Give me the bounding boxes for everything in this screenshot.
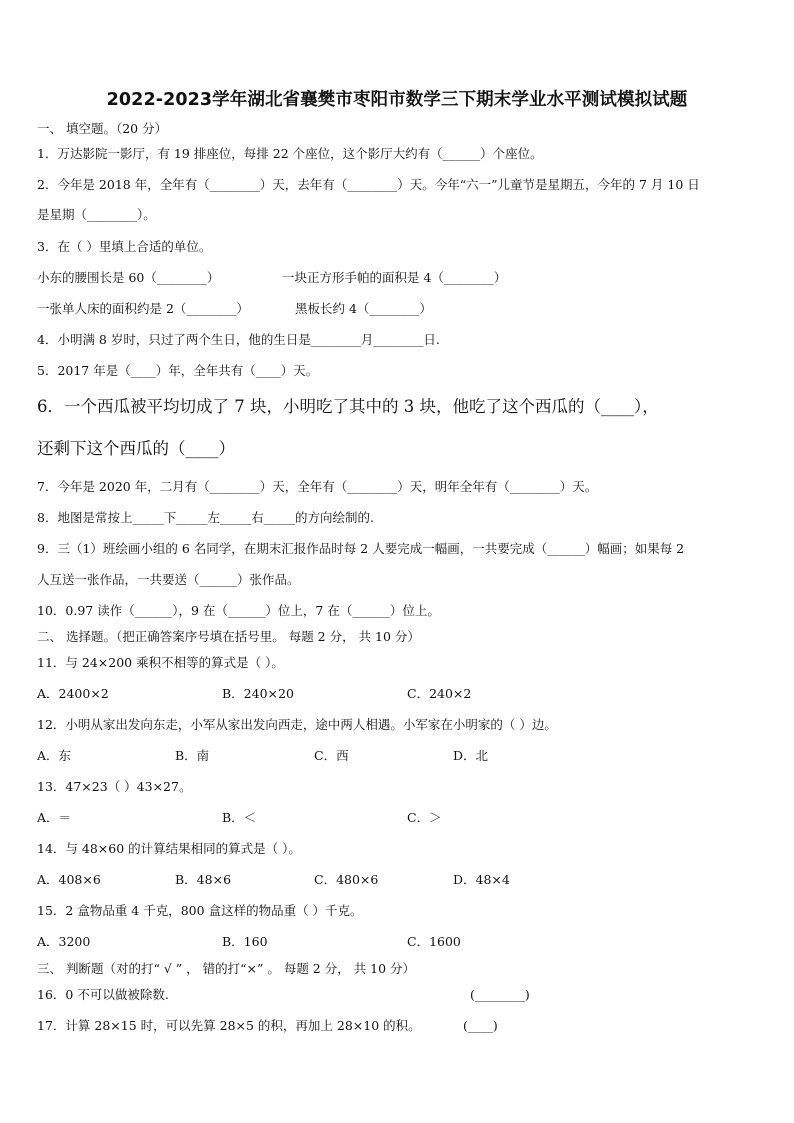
- question-17-answer-blank: (____): [463, 1018, 498, 1033]
- question-11-option-b: B．240×20: [222, 686, 294, 701]
- question-2-line-1: 2．今年是 2018 年，全年有（________）天，去年有（________）天。今年“六一”儿童节是星期五，今年的 7 月 10 日: [37, 177, 700, 192]
- question-9-line-1: 9．三（1）班绘画小组的 6 名同学，在期末汇报作品时每 2 人要完成一幅画，一共要完成（______）幅画；如果每 2: [37, 541, 685, 556]
- question-5: 5．2017 年是（____）年，全年共有（____）天。: [37, 363, 319, 378]
- question-13-option-b: B．＜: [222, 810, 257, 825]
- question-16: 16．0 不可以做被除数.: [37, 987, 169, 1002]
- question-6-line-2: 还剩下这个西瓜的（____）: [37, 439, 235, 458]
- question-13-option-c: C．＞: [407, 810, 442, 825]
- question-16-answer-blank: (________): [470, 987, 530, 1002]
- section-heading-choice: 二、 选择题。（把正确答案序号填在括号里。 每题 2 分， 共 10 分）: [37, 629, 420, 644]
- question-3-item-c: 一张单人床的面积约是 2（________）: [37, 301, 249, 316]
- question-9-line-2: 人互送一张作品，一共要送（______）张作品。: [37, 572, 300, 587]
- question-3-item-b: 一块正方形手帕的面积是 4（________）: [282, 270, 507, 285]
- question-4: 4．小明满 8 岁时，只过了两个生日，他的生日是________月________日.: [37, 332, 440, 347]
- question-14-option-b: B．48×6: [175, 872, 232, 887]
- question-1: 1．万达影院一影厅，有 19 排座位，每排 22 个座位，这个影厅大约有（______）个座位。: [37, 146, 543, 161]
- question-13: 13．47×23（ ）43×27。: [37, 779, 192, 794]
- question-15-option-b: B．160: [222, 934, 268, 949]
- question-11: 11．与 24×200 乘积不相等的算式是（ ）。: [37, 655, 284, 670]
- question-12-option-a: A．东: [37, 748, 72, 763]
- question-12-option-d: D．北: [453, 748, 489, 763]
- section-heading-fill-blank: 一、 填空题。（20 分）: [37, 121, 168, 136]
- page-title: 2022-2023学年湖北省襄樊市枣阳市数学三下期末学业水平测试模拟试题: [106, 90, 688, 110]
- question-15-option-c: C．1600: [407, 934, 461, 949]
- section-heading-true-false: 三、 判断题（对的打“ √ ” ， 错的打“×” 。 每题 2 分， 共 10 分）: [37, 961, 416, 976]
- question-15-option-a: A．3200: [37, 934, 91, 949]
- question-12-option-c: C．西: [314, 748, 349, 763]
- question-2-line-2: 是星期（________）。: [37, 207, 156, 222]
- question-14: 14．与 48×60 的计算结果相同的算式是（ ）。: [37, 841, 301, 856]
- question-8: 8．地图是常按上_____下_____左_____右_____的方向绘制的.: [37, 510, 374, 525]
- question-10: 10．0.97 读作（______），9 在（______）位上，7 在（______）位上。: [37, 603, 440, 618]
- question-14-option-c: C．480×6: [314, 872, 379, 887]
- question-3-item-d: 黑板长约 4（________）: [295, 301, 432, 316]
- question-15: 15．2 盒物品重 4 千克，800 盒这样的物品重（ ）千克。: [37, 903, 363, 918]
- question-14-option-a: A．408×6: [37, 872, 101, 887]
- question-12: 12．小明从家出发向东走，小军从家出发向西走，途中两人相遇。小军家在小明家的（ ）边。: [37, 717, 557, 732]
- question-6-line-1: 6．一个西瓜被平均切成了 7 块，小明吃了其中的 3 块，他吃了这个西瓜的（____），: [37, 397, 659, 416]
- question-13-option-a: A．＝: [37, 810, 72, 825]
- question-14-option-d: D．48×4: [453, 872, 510, 887]
- question-17: 17．计算 28×15 时，可以先算 28×5 的积，再加上 28×10 的积。: [37, 1018, 421, 1033]
- question-3-item-a: 小东的腰围长是 60（________）: [37, 270, 220, 285]
- question-11-option-a: A．2400×2: [37, 686, 109, 701]
- question-7: 7．今年是 2020 年，二月有（________）天，全年有（________）天，明年全年有（________）天。: [37, 479, 598, 494]
- question-11-option-c: C．240×2: [407, 686, 472, 701]
- question-12-option-b: B．南: [175, 748, 210, 763]
- question-3: 3．在（ ）里填上合适的单位。: [37, 239, 212, 254]
